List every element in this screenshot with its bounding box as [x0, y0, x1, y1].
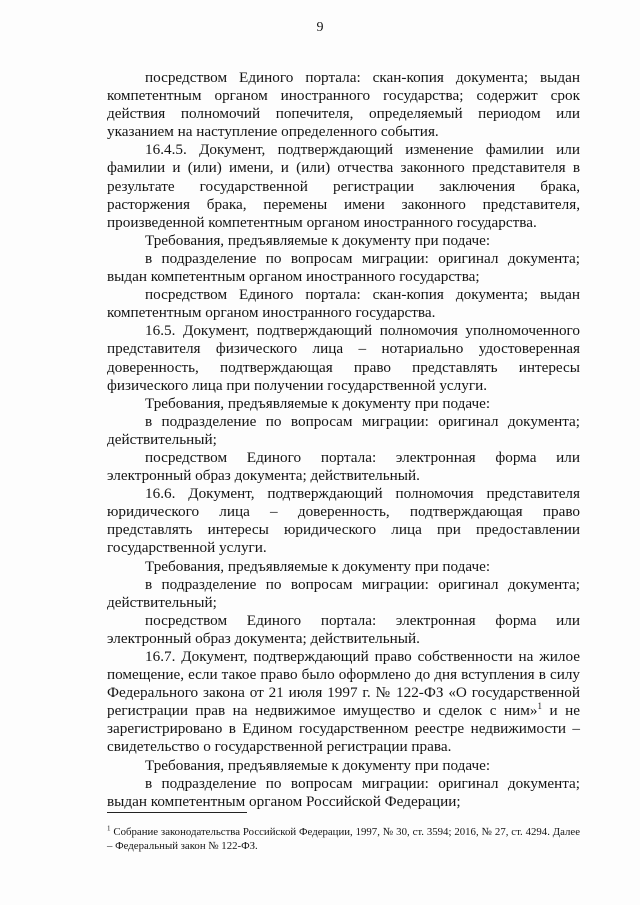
paragraph-portal-electronic-form: посредством Единого портала: электронная форма или электронный образ документа; действительный. [107, 448, 580, 485]
footnote-number: 1 [107, 824, 111, 833]
paragraph-16-7-text: 16.7. Документ, подтверждающий право собственности на жилое помещение, если такое право было оформлено до дня вступления в силу Федерального закона от 21 июля 1997 г. № 122-ФЗ «О государственной регистрации прав на недвижимое имущество и сделок с ним» [107, 648, 580, 720]
footnote-divider [107, 812, 247, 813]
paragraph-migration-original-rf: в подразделение по вопросам миграции: оригинал документа; выдан компетентным органом Российской Федерации; [107, 774, 580, 810]
paragraph-portal-scan-copy-guardian: посредством Единого портала: скан-копия документа; выдан компетентным органом иностранного государства; содержит срок действия полномочий попечителя, определяемый периодом или указанием на наступление определенного события. [107, 69, 580, 141]
paragraph-16-6: 16.6. Документ, подтверждающий полномочия представителя юридического лица – доверенность, подтверждающая право представлять интересы юридического лица при предоставлении государственной услуги. [107, 485, 580, 557]
footnote-reference: 1 [537, 701, 542, 712]
page-number: 9 [316, 20, 324, 35]
footnote [107, 825, 580, 853]
paragraph-portal-scan-copy: посредством Единого портала: скан-копия документа; выдан компетентным органом иностранного государства. [107, 286, 580, 322]
paragraph-16-4-5: 16.4.5. Документ, подтверждающий изменение фамилии или фамилии и (или) имени, и (или) отчества законного представителя в результате государственной регистрации заключения брака, расторжения брака, перемены имени законного представителя, произведенной компетентным органом иностранного государства. [107, 141, 580, 231]
paragraph-requirements-heading: Требования, предъявляемые к документу при подаче: [145, 231, 491, 249]
paragraph-portal-electronic-form: посредством Единого портала: электронная форма или электронный образ документа; действительный. [107, 611, 580, 647]
paragraph-requirements-heading: Требования, предъявляемые к документу при подаче: [145, 557, 491, 575]
paragraph-migration-original-valid: в подразделение по вопросам миграции: оригинал документа; действительный; [107, 412, 580, 448]
paragraph-migration-original-valid: в подразделение по вопросам миграции: оригинал документа; действительный; [107, 575, 580, 611]
paragraph-requirements-heading: Требования, предъявляемые к документу при подаче: [145, 394, 491, 412]
document-body [107, 69, 580, 811]
paragraph-requirements-heading: Требования, предъявляемые к документу при подаче: [145, 756, 491, 774]
paragraph-16-7 [107, 648, 580, 757]
paragraph-16-7-text-continued: и не зарегистрировано в Едином государственном реестре недвижимости – свидетельство о государственной регистрации права. [107, 702, 580, 756]
paragraph-migration-original: в подразделение по вопросам миграции: оригинал документа; выдан компетентным органом иностранного государства; [107, 249, 580, 286]
footnote-text: Собрание законодательства Российской Федерации, 1997, № 30, ст. 3594; 2016, № 27, ст. 4294. Далее – Федеральный закон № 122-ФЗ. [107, 826, 581, 852]
paragraph-16-5: 16.5. Документ, подтверждающий полномочия уполномоченного представителя физического лица – нотариально удостоверенная доверенность, подтверждающая право представлять интересы физического лица при получении государственной услуги. [107, 322, 580, 394]
